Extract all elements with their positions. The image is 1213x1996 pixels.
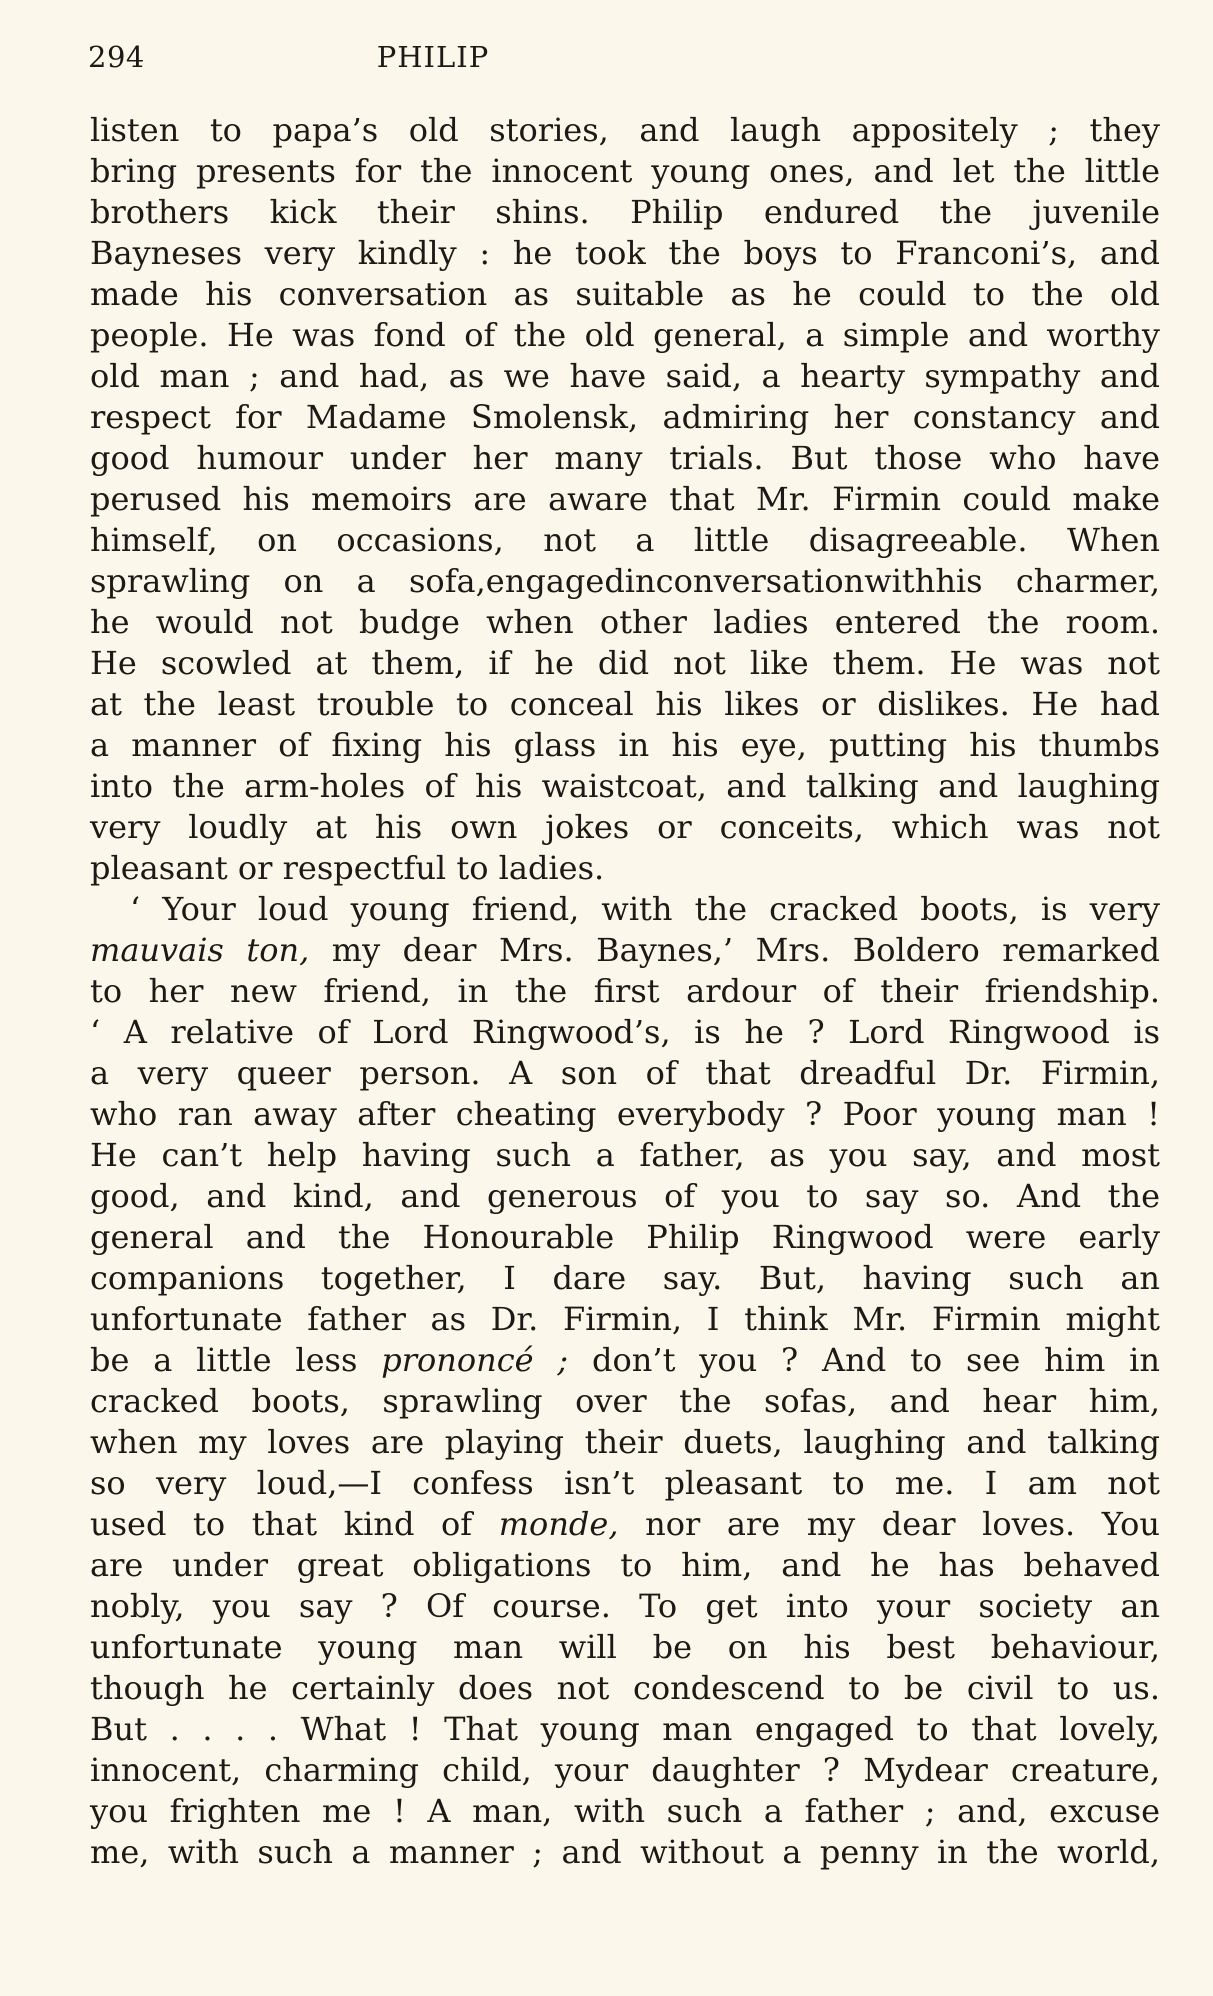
text-line: himself, on occasions, not a little disagreeable. When <box>90 521 1160 559</box>
text-line: good, and kind, and generous of you to say so. And the <box>90 1177 1160 1215</box>
text-line: who ran away after cheating everybody ? Poor young man ! <box>90 1095 1160 1133</box>
text-fragment: used to that kind of <box>90 1505 499 1543</box>
body-text <box>90 110 1160 1873</box>
running-title: PHILIP <box>376 40 490 74</box>
text-line: so very loud,—I confess isn’t pleasant to me. I am not <box>90 1464 1160 1502</box>
text-fragment: be a little less <box>90 1341 382 1379</box>
text-line: nobly, you say ? Of course. To get into your society an <box>90 1587 1160 1625</box>
text-line: cracked boots, sprawling over the sofas, and hear him, <box>90 1382 1160 1420</box>
text-line: ‘ Your loud young friend, with the cracked boots, is very <box>130 890 1160 928</box>
text-line: you frighten me ! A man, with such a father ; and, excuse <box>90 1792 1160 1830</box>
text-line: But . . . . What ! That young man engaged to that lovely, <box>90 1710 1160 1748</box>
text-fragment: nor are my dear loves. You <box>618 1505 1161 1543</box>
text-line: at the least trouble to conceal his likes or dislikes. He had <box>90 685 1160 723</box>
italic-phrase: mauvais ton, <box>90 931 310 969</box>
text-line: brothers kick their shins. Philip endured the juvenile <box>90 193 1160 231</box>
text-line: very loudly at his own jokes or conceits, which was not <box>90 808 1160 846</box>
text-line: though he certainly does not condescend to be civil to us. <box>90 1669 1160 1707</box>
text-line: unfortunate father as Dr. Firmin, I think Mr. Firmin might <box>90 1300 1160 1338</box>
text-line: He scowled at them, if he did not like them. He was not <box>90 644 1160 682</box>
text-fragment: don’t you ? And to see him in <box>568 1341 1161 1379</box>
text-fragment: my dear Mrs. Baynes,’ Mrs. Boldero remarked <box>309 931 1161 969</box>
text-line: Bayneses very kindly : he took the boys to Franconi’s, and <box>90 234 1160 272</box>
text-line: perused his memoirs are aware that Mr. Firmin could make <box>90 480 1160 518</box>
text-line: into the arm-holes of his waistcoat, and talking and laughing <box>90 767 1160 805</box>
text-line: He can’t help having such a father, as you say, and most <box>90 1136 1160 1174</box>
text-line: old man ; and had, as we have said, a hearty sympathy and <box>90 357 1160 395</box>
page-number: 294 <box>88 40 145 74</box>
text-line: to her new friend, in the first ardour of their friendship. <box>90 972 1160 1010</box>
text-line: made his conversation as suitable as he could to the old <box>90 275 1160 313</box>
text-line: a manner of fixing his glass in his eye, putting his thumbs <box>90 726 1160 764</box>
text-line: pleasant or respectful to ladies. <box>90 849 605 887</box>
text-line: good humour under her many trials. But those who have <box>90 439 1160 477</box>
text-line: are under great obligations to him, and he has behaved <box>90 1546 1160 1584</box>
text-line: he would not budge when other ladies entered the room. <box>90 603 1160 641</box>
text-line: general and the Honourable Philip Ringwood were early <box>90 1218 1160 1256</box>
text-line: companions together, I dare say. But, having such an <box>90 1259 1160 1297</box>
text-line <box>90 1504 1160 1545</box>
text-line: sprawling on a sofa,engagedinconversationwithhis charmer, <box>90 562 1160 600</box>
text-line <box>90 930 1160 971</box>
text-line: unfortunate young man will be on his best behaviour, <box>90 1628 1160 1666</box>
italic-phrase: prononcé ; <box>381 1341 569 1379</box>
text-line: me, with such a manner ; and without a penny in the world, <box>90 1833 1160 1871</box>
text-line: when my loves are playing their duets, laughing and talking <box>90 1423 1160 1461</box>
text-line: respect for Madame Smolensk, admiring her constancy and <box>90 398 1160 436</box>
text-line: listen to papa’s old stories, and laugh appositely ; they <box>90 111 1160 149</box>
text-line: ‘ A relative of Lord Ringwood’s, is he ? Lord Ringwood is <box>90 1013 1160 1051</box>
running-head <box>88 40 1158 80</box>
text-line: people. He was fond of the old general, a simple and worthy <box>90 316 1160 354</box>
text-line: innocent, charming child, your daughter ? Mydear creature, <box>90 1751 1160 1789</box>
italic-phrase: monde, <box>498 1505 619 1543</box>
text-line: a very queer person. A son of that dreadful Dr. Firmin, <box>90 1054 1160 1092</box>
text-line <box>90 1340 1160 1381</box>
text-line: bring presents for the innocent young ones, and let the little <box>90 152 1160 190</box>
